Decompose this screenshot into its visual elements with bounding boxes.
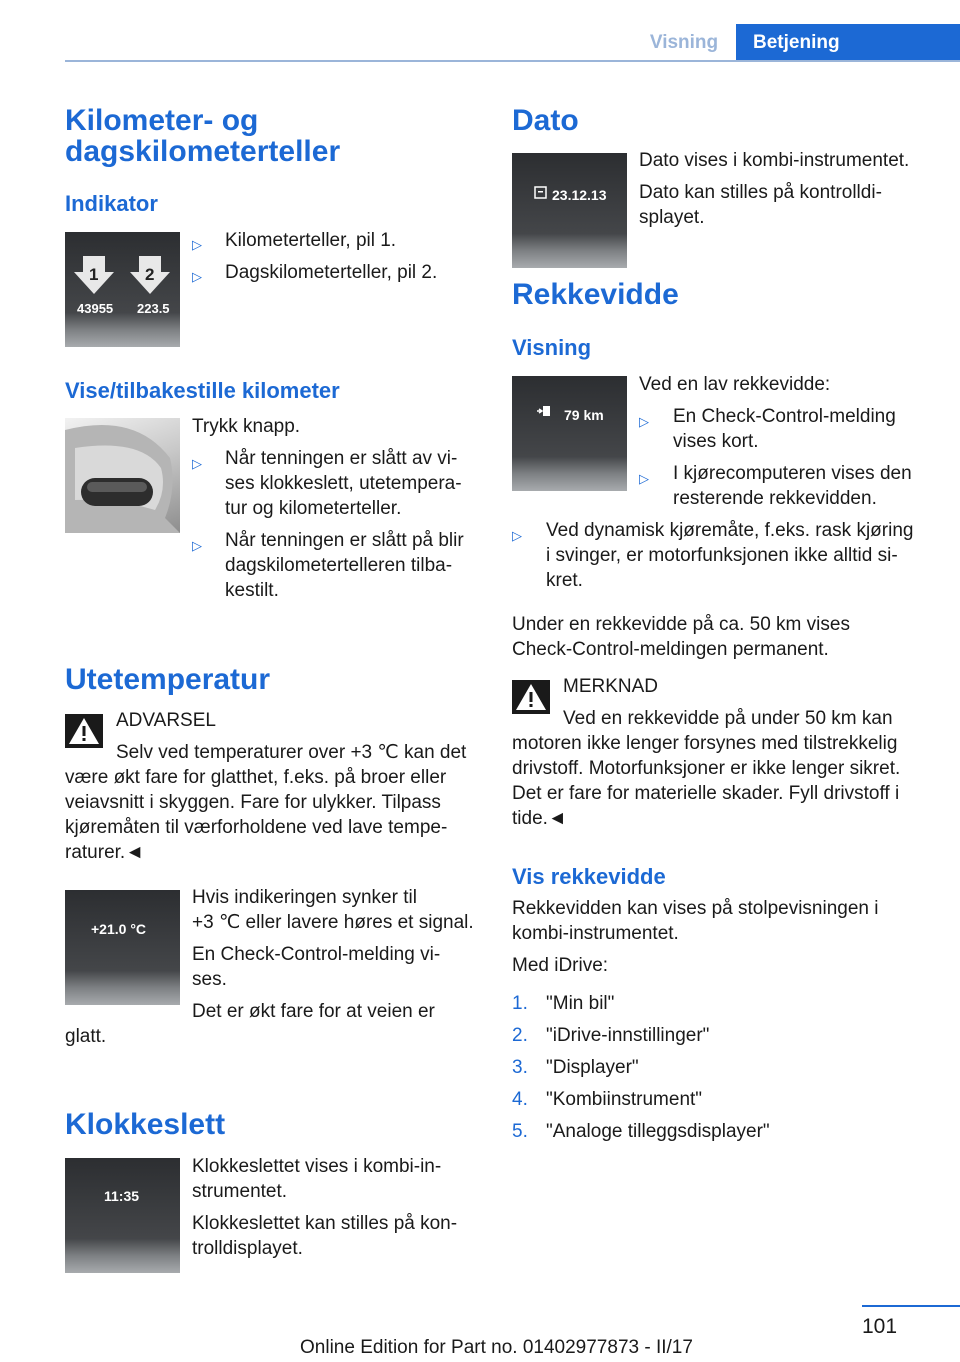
- clock-p2-l2: trolldisplayet.: [192, 1238, 303, 1259]
- reset-bullet-1-l3: tur og kilometerteller.: [225, 498, 402, 519]
- bullet-triangle-icon: ▷: [192, 269, 202, 284]
- step-item: "iDrive-innstillinger": [546, 1025, 710, 1046]
- heading-vis-rekkevidde: Vis rekkevidde: [512, 864, 666, 889]
- temp-p3-l2: glatt.: [65, 1026, 107, 1047]
- footer-edition: Online Edition for Part no. 01402977873 - II/17: [300, 1337, 693, 1358]
- note-line-1: Ved en rekkevidde på under 50 km kan: [563, 708, 893, 729]
- heading-klokkeslett: Klokkeslett: [65, 1108, 226, 1141]
- bullet-triangle-icon: ▷: [639, 414, 649, 429]
- odometer-arrow-2-label: 2: [145, 265, 155, 284]
- range-bullet-3-l3: kret.: [546, 570, 583, 591]
- step-number: 5.: [512, 1121, 528, 1142]
- range-bullet-1-l1: En Check-Control-melding: [673, 406, 896, 427]
- warning-line-1: Selv ved temperaturer over +3 ℃ kan det: [116, 742, 467, 763]
- date-p2-l2: splayet.: [639, 207, 705, 228]
- warning-title: ADVARSEL: [116, 710, 216, 731]
- warning-line-3: veiavsnitt i skyggen. Fare for ulykker. Tilpass: [65, 792, 441, 813]
- heading-reset: Vise/tilbakestille kilometer: [65, 378, 340, 403]
- note-line-5: tide.◄: [512, 808, 567, 829]
- reset-bullet-2-l1: Når tenningen er slått på blir: [225, 530, 464, 551]
- bullet-triangle-icon: ▷: [512, 528, 522, 543]
- heading-indikator: Indikator: [65, 191, 158, 216]
- temp-p1-l2: +3 ℃ eller lavere høres et signal.: [192, 912, 474, 933]
- warning-line-4: kjøremåten til værforholdene ved lave tempe-: [65, 817, 448, 838]
- warning-line-5: raturer.◄: [65, 842, 144, 863]
- step-item: "Displayer": [546, 1057, 639, 1078]
- step-number: 4.: [512, 1089, 528, 1110]
- reset-button-image: [65, 418, 180, 533]
- header-tab-betjening: Betjening: [736, 24, 960, 62]
- date-p1: Dato vises i kombi-instrumentet.: [639, 150, 910, 171]
- step-item: "Analoge tilleggsdisplayer": [546, 1121, 770, 1142]
- odometer-image: [65, 232, 180, 347]
- warning-triangle-icon: [512, 680, 550, 714]
- clock-p1-l2: strumentet.: [192, 1181, 288, 1202]
- reset-knob-icon: [65, 418, 180, 533]
- temperature-display-image: [65, 890, 180, 1005]
- temp-p2-l2: ses.: [192, 969, 227, 990]
- odometer-trip-value: 223.5: [137, 301, 170, 316]
- footer-rule: [862, 1305, 960, 1307]
- date-display-image: [512, 153, 627, 268]
- range-bullet-1-l2: vises kort.: [673, 431, 759, 452]
- indikator-item-2: Dagskilometerteller, pil 2.: [225, 262, 438, 283]
- odometer-arrow-1-label: 1: [89, 265, 99, 284]
- reset-intro: Trykk knapp.: [192, 416, 301, 437]
- reset-bullet-1-l1: Når tenningen er slått av vi-: [225, 448, 458, 469]
- header-rule: [65, 60, 960, 62]
- calendar-icon: [534, 185, 548, 199]
- date-display-value: 23.12.13: [552, 187, 607, 203]
- heading-rekkevidde: Rekkevidde: [512, 278, 679, 311]
- range-bullet-3-l2: i svinger, er motorfunksjonen ikke alltid si-: [546, 545, 898, 566]
- header-tab-visning: Visning: [649, 32, 719, 53]
- note-title: MERKNAD: [563, 676, 659, 697]
- reset-bullet-1-l2: ses klokkeslett, utetempera-: [225, 473, 462, 494]
- fuel-pump-icon: [536, 404, 554, 418]
- note-line-3: drivstoff. Motorfunksjoner er ikke lenger sikret.: [512, 758, 901, 779]
- bullet-triangle-icon: ▷: [192, 538, 202, 553]
- reset-bullet-2-l3: kestilt.: [225, 580, 279, 601]
- warning-triangle-icon: [65, 714, 103, 748]
- bullet-triangle-icon: ▷: [192, 456, 202, 471]
- bullet-triangle-icon: ▷: [192, 237, 202, 252]
- range-para-l1: Under en rekkevidde på ca. 50 km vises: [512, 614, 850, 635]
- heading-visning: Visning: [512, 335, 592, 360]
- temp-p1-l1: Hvis indikeringen synker til: [192, 887, 417, 908]
- reset-bullet-2-l2: dagskilometertelleren tilba-: [225, 555, 453, 576]
- temp-p3-l1: Det er økt fare for at veien er: [192, 1001, 435, 1022]
- range-para-l2: Check-Control-meldingen permanent.: [512, 639, 829, 660]
- range-bullet-2-l2: resterende rekkevidden.: [673, 488, 877, 509]
- page-number: 101: [862, 1315, 898, 1338]
- step-item: "Kombiinstrument": [546, 1089, 703, 1110]
- note-line-4: Det er fare for materielle skader. Fyll drivstoff i: [512, 783, 900, 804]
- odometer-total-value: 43955: [77, 301, 114, 316]
- range-display-image: [512, 376, 627, 491]
- heading-kilometer: Kilometer- og: [65, 104, 259, 137]
- clock-p1-l1: Klokkeslettet vises i kombi-in-: [192, 1156, 442, 1177]
- vis-para-l1: Rekkevidden kan vises på stolpevisningen i: [512, 898, 879, 919]
- down-arrows-icon: [65, 232, 180, 347]
- date-p2-l1: Dato kan stilles på kontrolldi-: [639, 182, 882, 203]
- heading-utetemperatur: Utetemperatur: [65, 663, 271, 696]
- step-number: 3.: [512, 1057, 528, 1078]
- vis-para-l2: kombi-instrumentet.: [512, 923, 679, 944]
- range-bullet-2-l1: I kjørecomputeren vises den: [673, 463, 912, 484]
- heading-kilometer-2: dagskilometerteller: [65, 135, 341, 168]
- range-display-value: 79 km: [564, 407, 604, 423]
- heading-dato: Dato: [512, 104, 579, 137]
- step-number: 2.: [512, 1025, 528, 1046]
- bullet-triangle-icon: ▷: [639, 471, 649, 486]
- range-intro: Ved en lav rekkevidde:: [639, 374, 831, 395]
- indikator-item-1: Kilometerteller, pil 1.: [225, 230, 397, 251]
- temp-p2-l1: En Check-Control-melding vi-: [192, 944, 441, 965]
- step-item: "Min bil": [546, 993, 615, 1014]
- note-line-2: motoren ikke lenger forsynes med tilstrekkelig: [512, 733, 898, 754]
- step-number: 1.: [512, 993, 528, 1014]
- temperature-display-value: +21.0 °C: [91, 921, 147, 937]
- vis-idrive: Med iDrive:: [512, 955, 609, 976]
- clock-p2-l1: Klokkeslettet kan stilles på kon-: [192, 1213, 458, 1234]
- range-bullet-3-l1: Ved dynamisk kjøremåte, f.eks. rask kjøring: [546, 520, 914, 541]
- warning-line-2: være økt fare for glatthet, f.eks. på broer eller: [65, 767, 447, 788]
- clock-display-value: 11:35: [104, 1188, 140, 1204]
- clock-display-image: [65, 1158, 180, 1273]
